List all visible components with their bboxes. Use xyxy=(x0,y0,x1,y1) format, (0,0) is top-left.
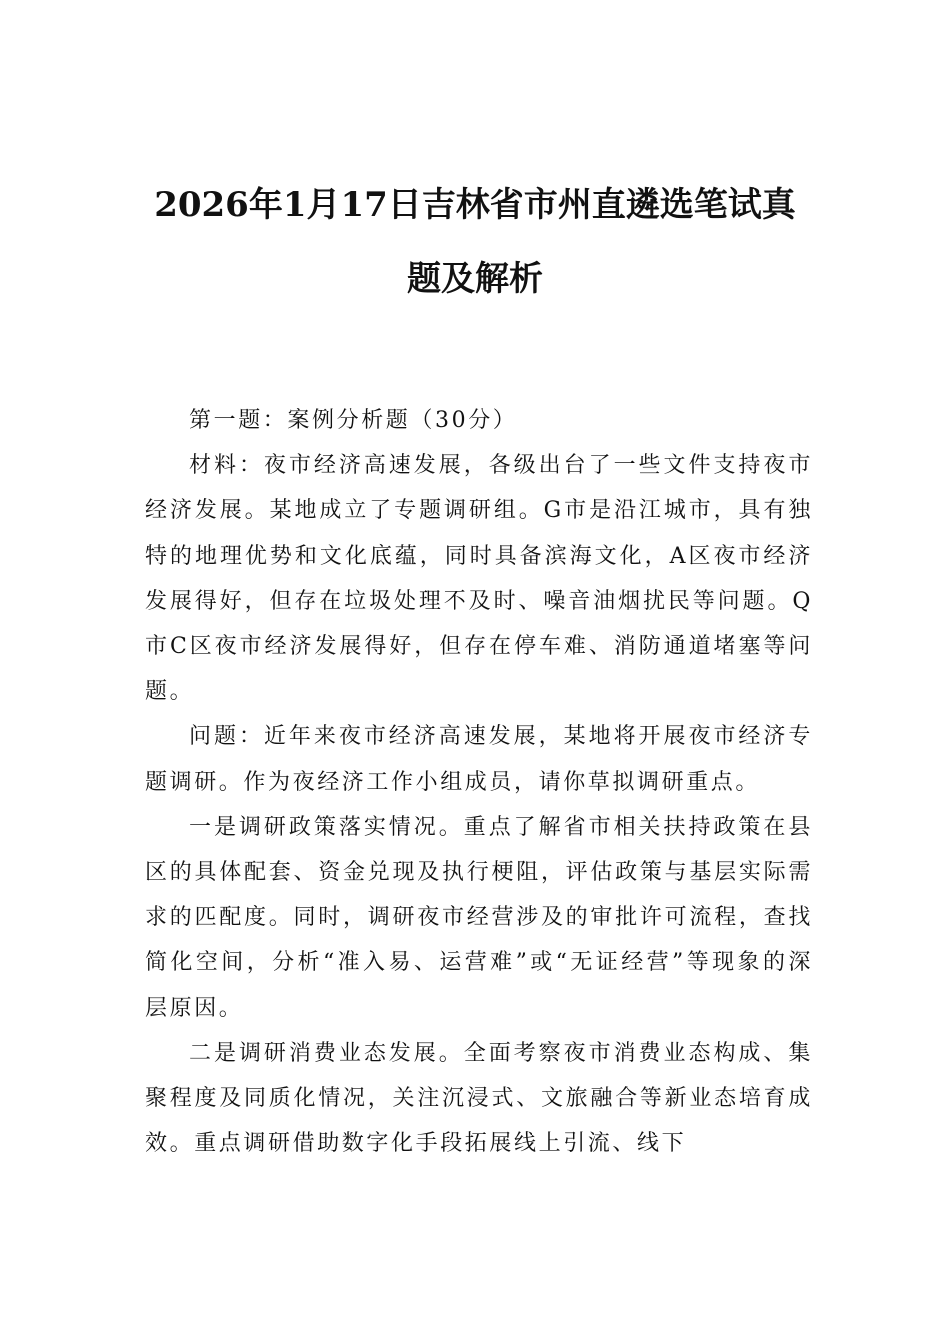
paragraph-question-heading: 第一题：案例分析题（30分） xyxy=(189,408,518,433)
document-body xyxy=(145,398,813,1166)
document-title: 2026年1月17日吉林省市州直遴选笔试真题及解析 xyxy=(154,185,796,299)
paragraph-material: 材料：夜市经济高速发展，各级出台了一些文件支持夜市经济发展。某地成立了专题调研组。G市是沿江城市，具有独特的地理优势和文化底蕴，同时具备滨海文化，A区夜市经济发展得好，但存在垃圾处理不及时、噪音油烟扰民等问题。Q市C区夜市经济发展得好，但存在停车难、消防通道堵塞等问题。 xyxy=(145,453,813,705)
paragraph-point-one: 一是调研政策落实情况。重点了解省市相关扶持政策在县区的具体配套、资金兑现及执行梗阻，评估政策与基层实际需求的匹配度。同时，调研夜市经营涉及的审批许可流程，查找简化空间，分析“准入易、运营难”或“无证经营”等现象的深层原因。 xyxy=(145,814,813,1021)
paragraph-point-two: 二是调研消费业态发展。全面考察夜市消费业态构成、集聚程度及同质化情况，关注沉浸式、文旅融合等新业态培育成效。重点调研借助数字化手段拓展线上引流、线下 xyxy=(145,1040,813,1157)
paragraph-question: 问题：近年来夜市经济高速发展，某地将开展夜市经济专题调研。作为夜经济工作小组成员，请你草拟调研重点。 xyxy=(145,724,813,795)
